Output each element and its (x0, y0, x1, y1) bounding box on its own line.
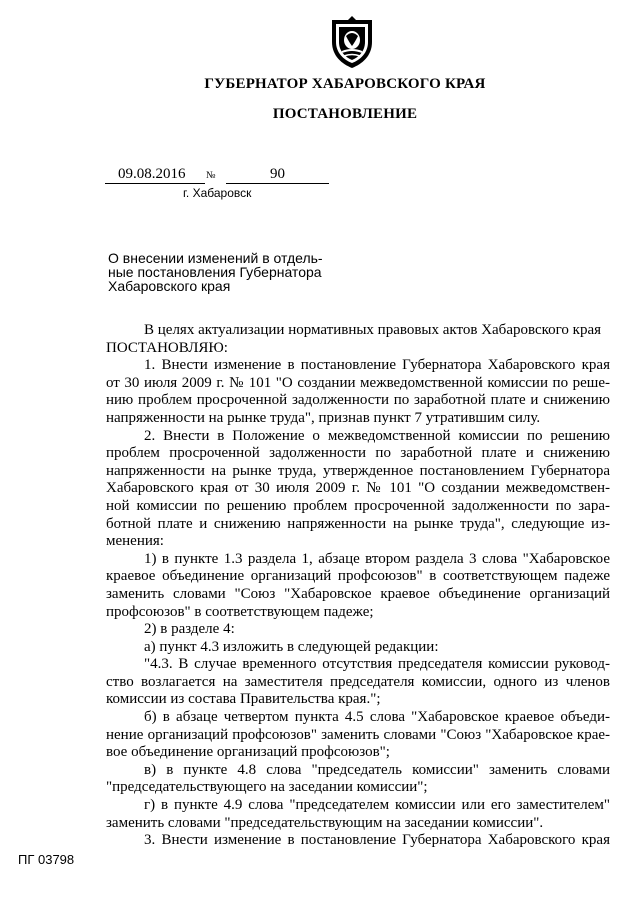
document-body (106, 322, 610, 850)
body-line: нение организаций профсоюзов" заменить словами "Союз "Хабаровское крае- (106, 726, 610, 743)
body-line: "председательствующего на заседании комиссии"; (106, 779, 428, 796)
date-underline (105, 183, 205, 184)
body-line: напряженности на рынке труда, утвержденное постановлением Губернатора (106, 462, 610, 479)
body-line: нию проблем просроченной задолженности по заработной плате и снижению (106, 392, 610, 409)
body-line: б) в абзаце четвертом пункта 4.5 слова "Хабаровское краевое объеди- (144, 709, 610, 726)
body-line: ПОСТАНОВЛЯЮ: (106, 339, 228, 356)
document-number: 90 (270, 166, 285, 182)
body-line: 2) в разделе 4: (144, 621, 235, 638)
body-line: Хабаровского края от 30 июля 2009 г. № 101 "О создании межведомствен- (106, 480, 610, 497)
subject-line: О внесении изменений в отдель- (108, 250, 323, 266)
issuer-heading: ГУБЕРНАТОР ХАБАРОВСКОГО КРАЯ (204, 76, 486, 92)
subject-line: Хабаровского края (108, 278, 231, 294)
body-line: вое объединение организаций профсоюзов"; (106, 744, 390, 761)
body-line: а) пункт 4.3 изложить в следующей редакции: (144, 638, 439, 655)
number-underline (226, 183, 329, 184)
body-line: менения: (106, 533, 164, 550)
body-line: заменить словами "председательствующим на заседании комиссии". (106, 814, 544, 831)
body-line: от 30 июля 2009 г. № 101 "О создании межведомственной комиссии по реше- (106, 374, 610, 391)
subject-line: ные постановления Губернатора (108, 264, 322, 280)
body-line: напряженности на рынке труда", признав пункт 7 утратившим силу. (106, 409, 541, 426)
body-line: ботной плате и снижению напряженности на рынке труда", следующие из- (106, 515, 610, 532)
footer-code: ПГ 03798 (18, 852, 75, 867)
document-date: 09.08.2016 (118, 166, 186, 182)
body-line: 1) в пункте 1.3 раздела 1, абзаце втором раздела 3 слова "Хабаровское (144, 550, 610, 567)
body-line: профсоюзов" в соответствующем падеже; (106, 603, 374, 620)
body-line: 3. Внести изменение в постановление Губернатора Хабаровского края (144, 832, 610, 849)
document-type-heading: ПОСТАНОВЛЕНИЕ (272, 106, 418, 122)
body-line: комиссии из состава Правительства края."; (106, 691, 381, 708)
body-line: ной комиссии по решению проблем просроченной задолженности по зара- (106, 497, 610, 514)
body-line: краевое объединение организаций профсоюзов" в соответствующем падеже (106, 568, 610, 585)
body-line: в) в пункте 4.8 слова "председатель комиссии" заменить словами (144, 761, 610, 778)
body-line: "4.3. В случае временного отсутствия председателя комиссии руковод- (144, 656, 610, 673)
body-line: 1. Внести изменение в постановление Губернатора Хабаровского края (144, 357, 610, 374)
body-line: г) в пункте 4.9 слова "председателем комиссии или его заместителем" (144, 797, 610, 814)
coat-of-arms-icon (328, 16, 376, 70)
body-line: заменить словами "Союз "Хабаровское краевое объединение организаций (106, 585, 610, 602)
number-label: № (206, 170, 216, 181)
body-line: ство возлагается на заместителя председателя комиссии, одного из членов (106, 673, 610, 690)
body-line: проблем просроченной задолженности по заработной плате и снижению (106, 445, 610, 462)
issue-city: г. Хабаровск (183, 186, 252, 200)
body-line: 2. Внести в Положение о межведомственной комиссии по решению (144, 427, 610, 444)
document-subject (108, 251, 323, 293)
body-line: В целях актуализации нормативных правовых актов Хабаровского края (144, 322, 602, 338)
